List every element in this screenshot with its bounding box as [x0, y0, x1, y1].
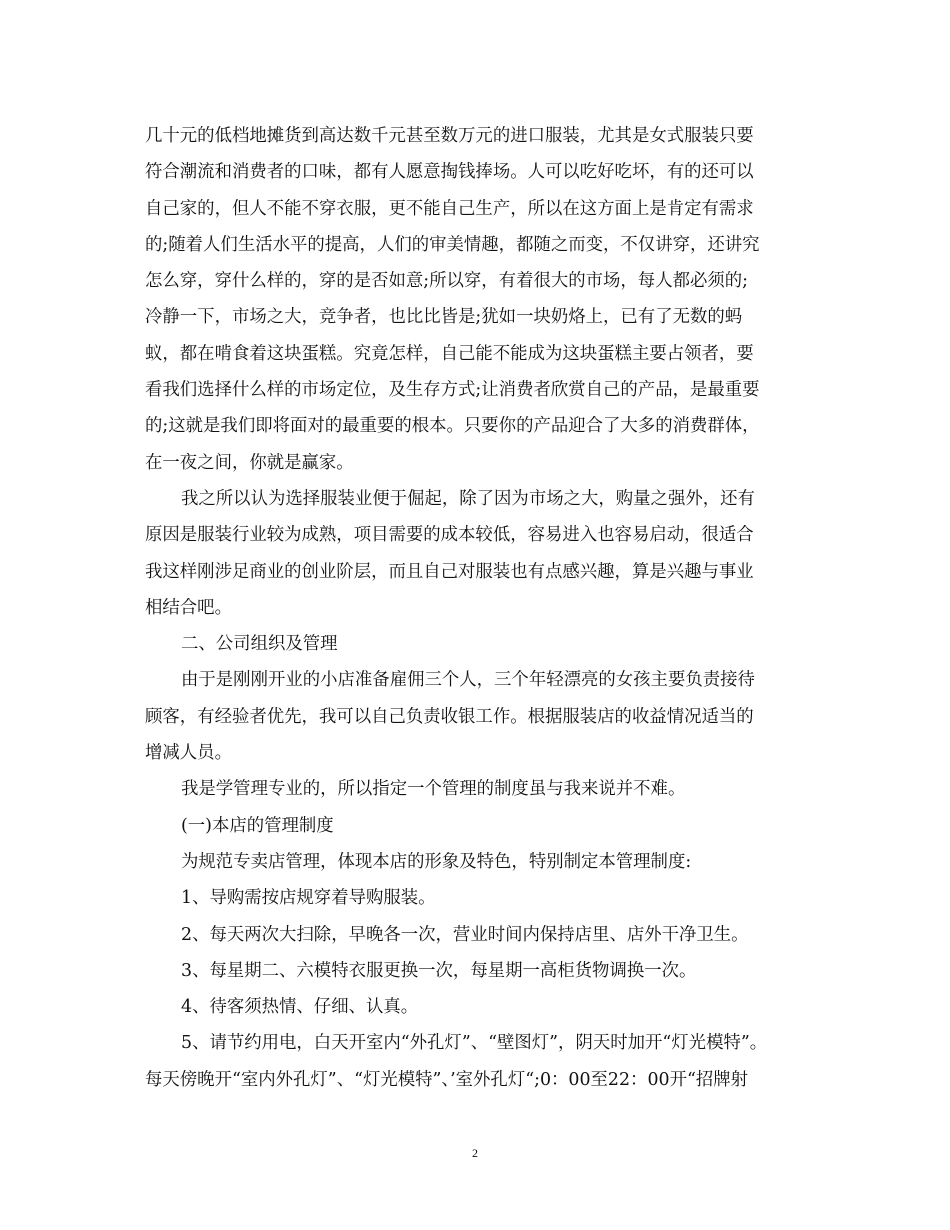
- text-line: 1、导购需按店规穿着导购服装。: [181, 888, 436, 909]
- text-line: 在一夜之间，你就是赢家。: [145, 452, 354, 473]
- text-line: 相结合吧。: [145, 597, 232, 618]
- text-line: (一)本店的管理制度: [181, 815, 334, 836]
- text-line: 二、公司组织及管理: [181, 634, 338, 655]
- text-line: 怎么穿，穿什么样的，穿的是否如意;所以穿，有着很大的市场，每人都必须的;: [145, 271, 749, 292]
- text-line: 顾客，有经验者优先，我可以自己负责收银工作。根据服装店的收益情况适当的: [145, 706, 754, 727]
- text-line: 的;随着人们生活水平的提高，人们的审美情趣，都随之而变，不仅讲穿，还讲究: [145, 234, 760, 255]
- text-line: 4、待客须热情、仔细、认真。: [181, 997, 419, 1018]
- text-line: 5、请节约用电，白天开室内“外孔灯”、“壁图灯”，阴天时加开“灯光模特”。: [181, 1033, 768, 1054]
- text-line: 为规范专卖店管理，体现本店的形象及特色，特别制定本管理制度:: [181, 851, 692, 872]
- text-line: 2、每天两次大扫除，早晚各一次，营业时间内保持店里、店外干净卫生。: [181, 924, 749, 945]
- text-line: 冷静一下，市场之大，竞争者，也比比皆是;犹如一块奶烙上，已有了无数的蚂: [145, 307, 743, 328]
- text-line: 原因是服装行业较为成熟，项目需要的成本较低，容易进入也容易启动，很适合: [145, 525, 754, 546]
- text-line: 蚁，都在啃食着这块蛋糕。究竟怎样，自己能不能成为这块蛋糕主要占领者，要: [145, 343, 754, 364]
- text-line: 我这样刚涉足商业的创业阶层，而且自己对服装也有点感兴趣，算是兴趣与事业: [145, 561, 754, 582]
- page-number: 2: [472, 1146, 478, 1160]
- text-line: 由于是刚刚开业的小店准备雇佣三个人，三个年轻漂亮的女孩主要负责接待: [181, 670, 755, 691]
- text-line: 每天傍晚开“室内外孔灯”、“灯光模特”、’室外孔灯“;0：00至22：00开“招牌射: [145, 1069, 749, 1090]
- text-line: 看我们选择什么样的市场定位，及生存方式;让消费者欣赏自己的产品，是最重要: [145, 380, 760, 401]
- text-line: 我是学管理专业的，所以指定一个管理的制度虽与我来说并不难。: [181, 779, 686, 800]
- text-line: 增减人员。: [145, 743, 232, 764]
- text-line: 几十元的低档地摊货到高达数千元甚至数万元的进口服装，尤其是女式服装只要: [145, 126, 754, 146]
- text-line: 符合潮流和消费者的口味，都有人愿意掏钱捧场。人可以吃好吃坏，有的还可以: [145, 162, 754, 183]
- text-line: 自己家的，但人不能不穿衣服，更不能自己生产，所以在这方面上是肯定有需求: [145, 198, 754, 219]
- body-text: [145, 118, 807, 1098]
- text-line: 的;这就是我们即将面对的最重要的根本。只要你的产品迎合了大多的消费群体，: [145, 416, 760, 437]
- text-line: 我之所以认为选择服装业便于倔起，除了因为市场之大，购量之强外，还有: [181, 488, 755, 509]
- text-line: 3、每星期二、六模特衣服更换一次，每星期一高柜货物调换一次。: [181, 960, 697, 981]
